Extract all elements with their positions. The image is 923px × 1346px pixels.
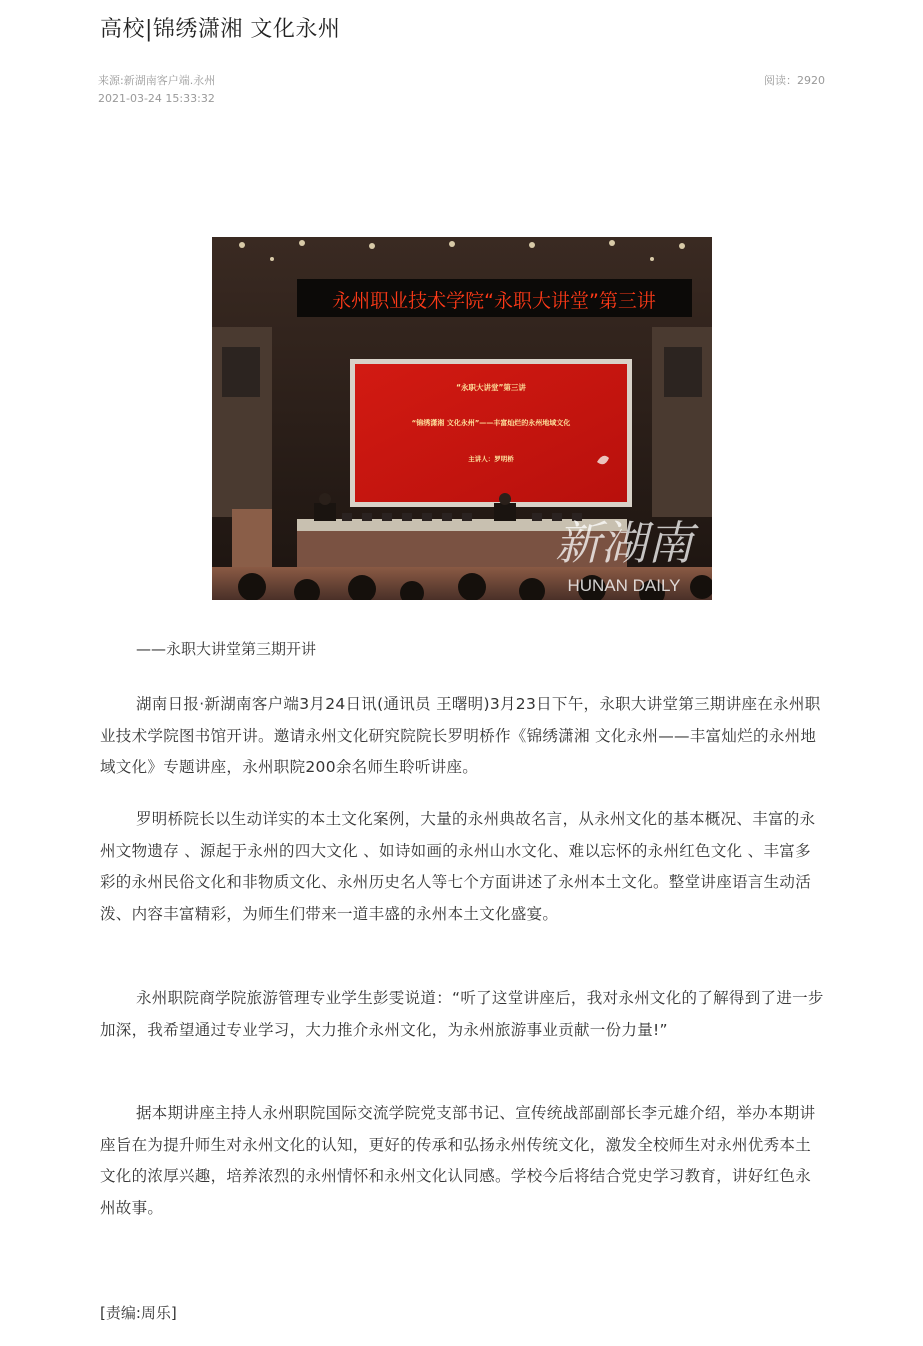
screen-line-1: “永职大讲堂”第三讲	[456, 383, 526, 392]
screen-line-3: 主讲人：罗明桥	[468, 455, 514, 463]
paragraph-1: 湖南日报·新湖南客户端3月24日讯(通讯员 王曙明)3月23日下午，永职大讲堂第三期讲座在永州职业技术学院图书馆开讲。邀请永州文化研究院院长罗明桥作《锦绣潇湘 文化永州——丰富灿烂的永州地域文化》专题讲座，永州职院200余名师生聆听讲座。	[100, 695, 821, 776]
paragraph-4: 据本期讲座主持人永州职院国际交流学院党支部书记、宣传统战部副部长李元雄介绍，举办本期讲座旨在为提升师生对永州文化的认知，更好的传承和弘扬永州传统文化，激发全校师生对永州优秀本土文化的浓厚兴趣，培养浓烈的永州情怀和永州文化认同感。学校今后将结合党史学习教育，讲好红色永州故事。	[100, 1104, 816, 1217]
speaker-person-right	[494, 503, 516, 521]
watermark-chinese: 新湖南	[555, 516, 693, 570]
article-title: 高校|锦绣潇湘 文化永州	[100, 17, 341, 42]
speaker-person-left	[314, 503, 336, 521]
screen-line-2: “锦绣潇湘 文化永州”——丰富灿烂的永州地域文化	[411, 419, 571, 427]
read-count: 阅读：2920	[764, 74, 825, 87]
article-meta	[98, 72, 215, 108]
editor-credit: [责编:周乐]	[100, 1304, 177, 1322]
watermark-english: HUNAN DAILY	[567, 576, 681, 595]
article-source: 来源:新湖南客户端.永州	[98, 74, 216, 87]
left-speaker	[222, 347, 260, 397]
lecture-hall-image	[212, 237, 712, 600]
paragraph-2: 罗明桥院长以生动详实的本土文化案例，大量的永州典故名言，从永州文化的基本概况、丰富的永州文物遗存 、源起于永州的四大文化 、如诗如画的永州山水文化、难以忘怀的永州红色文化 、丰富多彩的永州民俗文化和非物质文化、永州历史名人等七个方面讲述了永州本土文化。整堂讲座语言生动活泼、内容丰富精彩，为师生们带来一道丰盛的永州本土文化盛宴。	[100, 810, 816, 923]
led-banner-text: 永州职业技术学院“永职大讲堂”第三讲	[332, 290, 656, 312]
article-subtitle: ——永职大讲堂第三期开讲	[136, 640, 317, 658]
article-datetime: 2021-03-24 15:33:32	[98, 92, 215, 105]
article-photo	[212, 237, 712, 600]
right-speaker	[664, 347, 702, 397]
paragraph-3: 永州职院商学院旅游管理专业学生彭雯说道：“听了这堂讲座后，我对永州文化的了解得到了进一步加深，我希望通过专业学习，大力推介永州文化，为永州旅游事业贡献一份力量!”	[100, 989, 824, 1039]
